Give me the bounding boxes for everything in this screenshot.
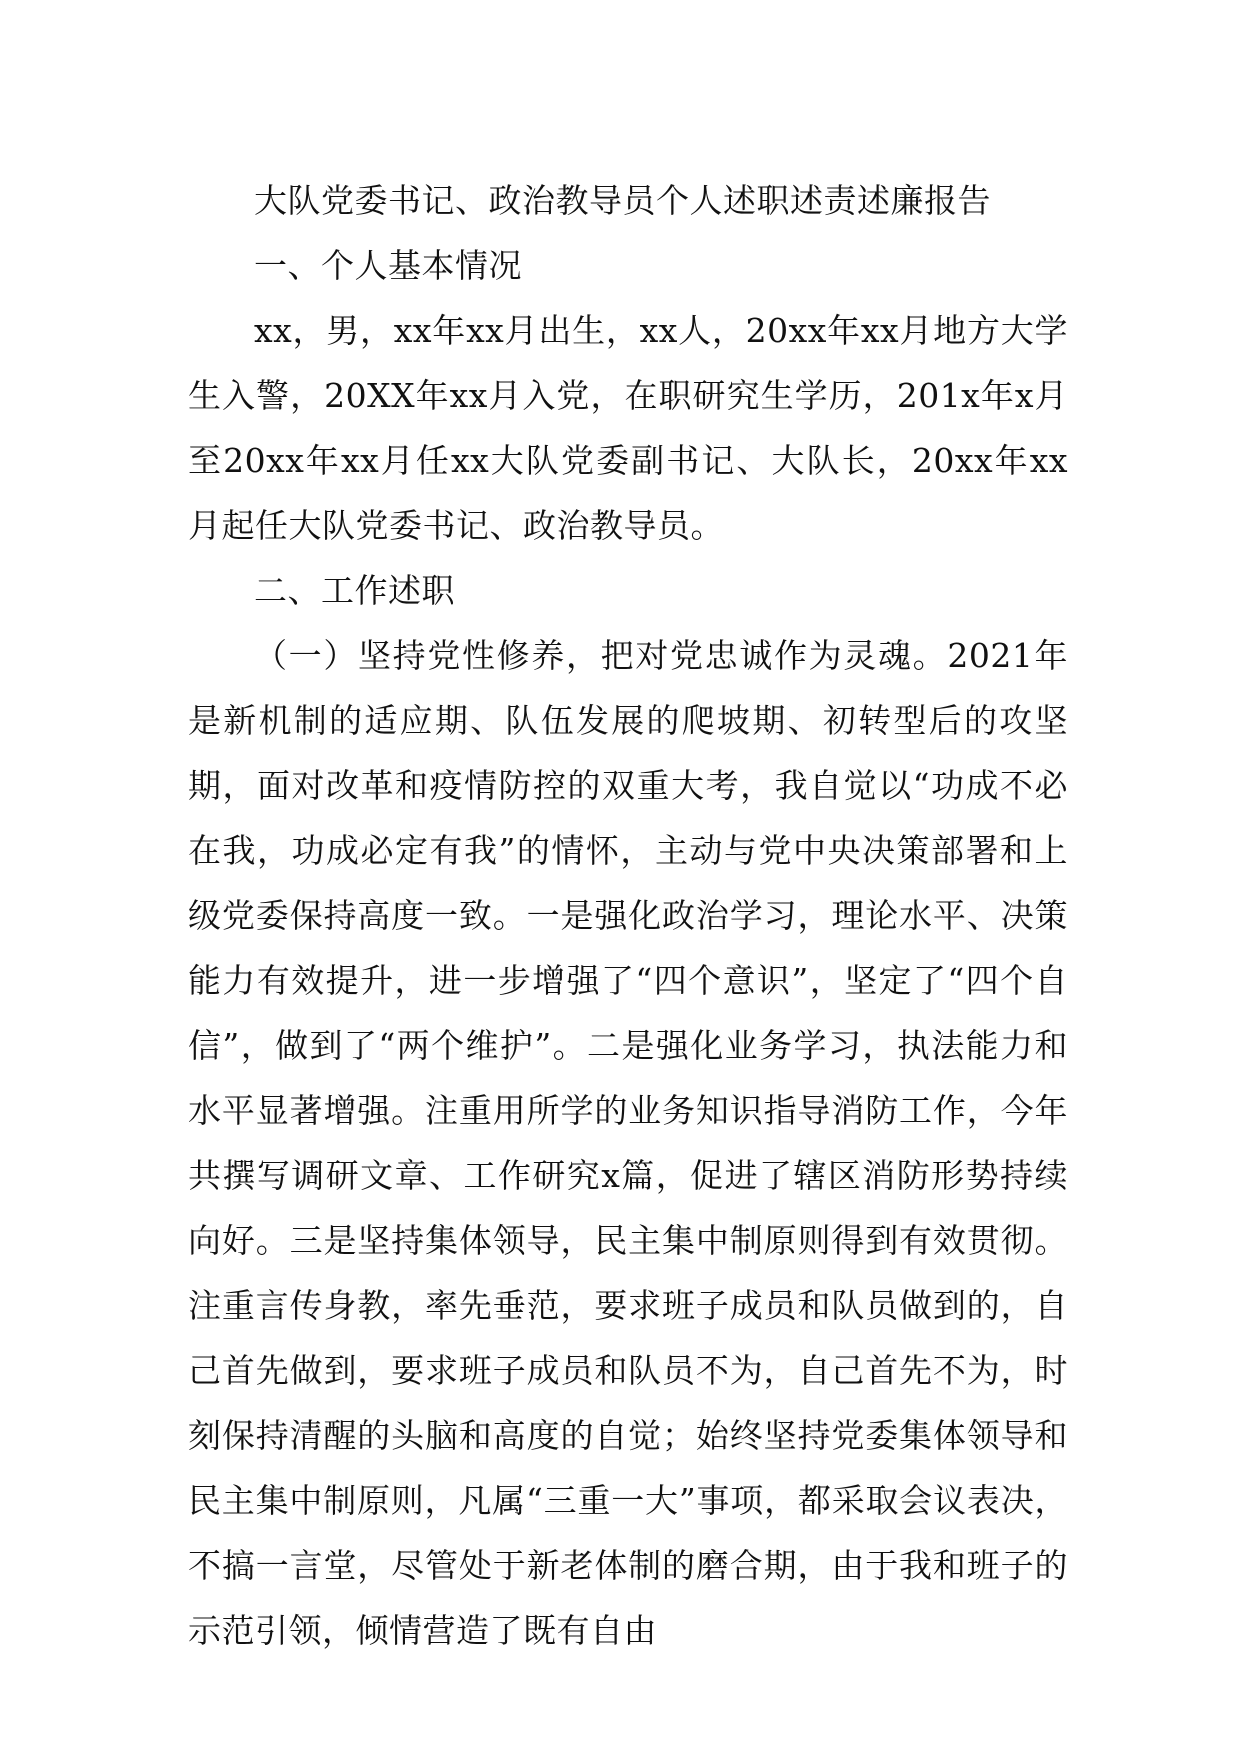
document-title: 大队党委书记、政治教导员个人述职述责述廉报告: [254, 181, 991, 220]
section-paragraph-basic-info: xx，男，xx年xx月出生，xx人，20xx年xx月地方大学生入警，20XX年xx月入党，在职研究生学历，201x年x月至20xx年xx月任xx大队党委副书记、大队长，20xx年xx月起任大队党委书记、政治教导员。: [188, 311, 1068, 545]
document-body: [188, 168, 1068, 1663]
section-paragraph-work-report: （一）坚持党性修养，把对党忠诚作为灵魂。2021年是新机制的适应期、队伍发展的爬坡期、初转型后的攻坚期，面对改革和疫情防控的双重大考，我自觉以“功成不必在我，功成必定有我”的情怀，主动与党中央决策部署和上级党委保持高度一致。一是强化政治学习，理论水平、决策能力有效提升，进一步增强了“四个意识”，坚定了“四个自信”，做到了“两个维护”。二是强化业务学习，执法能力和水平显著增强。注重用所学的业务知识指导消防工作，今年共撰写调研文章、工作研究x篇，促进了辖区消防形势持续向好。三是坚持集体领导，民主集中制原则得到有效贯彻。注重言传身教，率先垂范，要求班子成员和队员做到的，自己首先做到，要求班子成员和队员不为，自己首先不为，时刻保持清醒的头脑和高度的自觉；始终坚持党委集体领导和民主集中制原则，凡属“三重一大”事项，都采取会议表决，不搞一言堂，尽管处于新老体制的磨合期，由于我和班子的示范引领，倾情营造了既有自由: [188, 636, 1068, 1650]
section-heading-work-report: 二、工作述职: [254, 571, 455, 610]
section-heading-basic-info: 一、个人基本情况: [254, 246, 522, 285]
